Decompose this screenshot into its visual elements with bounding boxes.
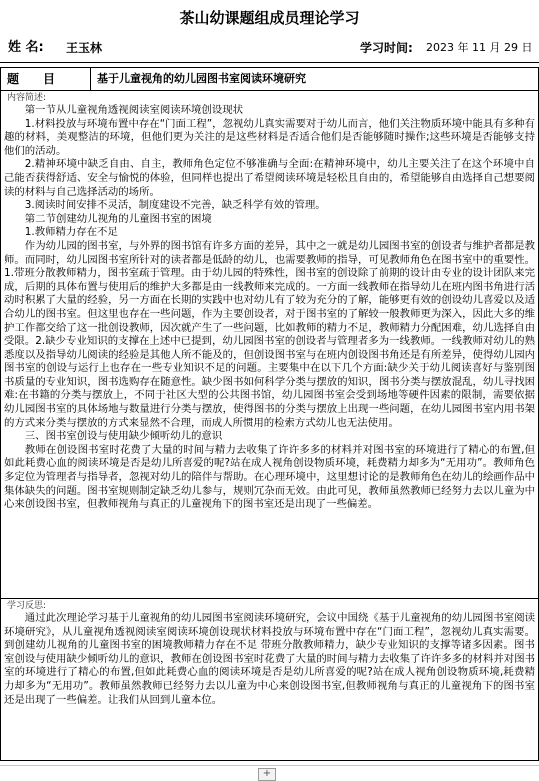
add-row-button[interactable]: + [258,768,276,781]
study-time-label: 学习时间: [360,41,413,55]
content-paragraph: 教师在创设图书室时花费了大量的时间与精力去收集了许许多多的材料并对图书室的环境进行了精心的布置,但如此耗费心血的阅读环境是否是幼儿所喜爱的呢?站在成人视角创设物质环境，耗费精力却多为“无用功”。教师角色多定位为管理者与指导者，忽视对幼儿的陪伴与帮助。在心理环境中，这里想讨论的是教师角色在幼儿的绘画作品中集体缺失的问题。图书室规则制定缺乏幼儿参与，规则冗杂而无效。由此可见，教师虽然教师已经努力去以儿童为中心来创设图书室，但教师视角与真正的儿童视角下的图书室还是出现了一些偏差。 [4,443,535,511]
content-paragraph: 三、图书室创设与使用缺少倾听幼儿的意识 [24,430,223,443]
content-paragraph: 3.阅读时间安排不灵活，制度建设不完善，缺乏科学有效的管理。 [24,199,326,212]
header-divider [0,62,539,63]
reflection-label: 学习反思: [7,601,47,611]
name-label: 姓 名: [8,40,44,55]
content-cell [1,91,539,599]
content-row [1,91,539,599]
content-paragraph: 2.精神环境中缺乏自由、自主，教师角色定位不够准确与全面:在精神环境中，幼儿主要关注了在这个环境中自己能否获得舒适、安全与愉悦的体验，但同样也提出了希望阅读环境是轻松且自由的，希望能够自由选择自己想要阅读的材料与自己选择活动的场所。 [4,158,535,198]
study-record-table [0,67,539,761]
page-title: 茶山幼课题组成员理论学习 [179,9,360,27]
reflection-cell [1,599,539,761]
subject-label: 题 [7,72,20,86]
subject-row [1,68,539,91]
content-label: 内容简述: [7,93,47,103]
content-paragraph: 第二节创建幼儿视角的儿童图书室的困境 [24,212,212,225]
info-row [0,39,539,57]
content-paragraph: 1.教师精力存在不足 [24,226,118,239]
study-time-value: 2023 年 11 月 29 日 [426,41,533,54]
content-paragraph: 第一节从儿童视角透视阅读室阅读环境创设现状 [24,104,243,116]
footer-divider [0,765,539,766]
reflection-row [1,599,539,761]
subject-label-cell [1,68,91,91]
subject-value: 基于儿童视角的幼儿园图书室阅读环境研究 [91,68,539,91]
name-value: 王玉林 [66,41,103,55]
reflection-paragraph: 通过此次理论学习基于儿童视角的幼儿园图书室阅读环境研究，会议中国绕《基于儿童视角的幼儿园图书室阅读环境研究》，从儿童视角透视阅读室阅读环境创设现状材料投放与环境布置中存在“门面工程”，忽视幼儿真实需要。到创建幼儿视角的儿童图书室的困境教师精力存在不足 带班分散教师精力，缺少专业知识的支撑等诸多因素。图书室创设与使用缺少倾听幼儿的意识，教师在创设图书室时花费了大量的时间与精力去收集了许许多多的材料并对图书室的环境进行了精心的布置,但如此耗费心血的阅读环境是否是幼儿所喜爱的呢?站在成人视角创设物质环境,耗费精力却多为“无用功”。教师虽然教师已经努力去以儿童为中心来创设图书室,但教师视角与真正的儿童视角下的图书室还是出现了一些偏差。让我们从回到儿童本位。 [4,612,535,706]
subject-label-2: 目 [43,72,56,86]
content-paragraph: 作为幼儿园的图书室，与外界的图书馆有许多方面的差异，其中之一就是幼儿园图书室的创设者与维护者都是教师。而同时，幼儿园图书室所针对的读者都是低龄的幼儿，也需要教师的指导，可见教师角色在图书室中的重要性。1.带班分散教师精力，图书室疏于管理。由于幼儿园的特殊性，图书室的创设除了前期的设计由专业的设计团队来完成，后期的具体布置与使用后的维护大多都是由一线教师来完成的。一方面一线教师在指导幼儿在班内图书角进行活动时积累了大量的经验，另一方面在长期的实践中也对幼儿有了较为充分的了解，能够更有效的创设幼儿喜爱以及适合幼儿的图书室。但这里也存在一些问题，作为主要创设者，对于图书室的了解较一般教师更为深入，因此大多的维护工作都交给了这一批创设教师，因次就产生了一些问题，比如教师的精力不足，教师精力分配困难，幼儿选择自由受限。2.缺少专业知识的支撑在上述中已提到，幼儿园图书室的创设者与管理者多为一线教师。一线教师对幼儿的熟悉度以及指导幼儿阅读的经验是其他人所不能及的，但创设图书室与在班内创设图书角还是有所差异，使得幼儿园内图书室的创设与运行上也存在一些专业知识不足的问题。主要集中在以下几个方面:缺少关于幼儿阅读喜好与鉴别图书质量的专业知识，图书选购存在随意性。缺少图书如何科学分类与摆放的知识，图书分类与摆放混乱，幼儿寻找困难:在书籍的分类与摆放上，不同于社区大型的公共图书馆，幼儿园图书室会受到场地等硬件因素的限制，需要依据幼儿园图书室的具体场地与数量进行分类与摆放，使得图书的分类与摆放上出现一些问题，在幼儿园图书室内用书架的方式来分类与摆放的方式来显然不合理，而成人所惯用的检索方式幼儿也无法使用。 [4,239,535,429]
content-paragraph: 1.材料投放与环境布置中存在“门面工程”，忽视幼儿真实需要对于幼儿而言，他们关注物质环境中能具有多种有趣的材料，美观整洁的环境，但他们更为关注的是这些材料是否适合他们是否能够随时操作;这些环境是否能够支持他们的活动。 [4,117,535,157]
